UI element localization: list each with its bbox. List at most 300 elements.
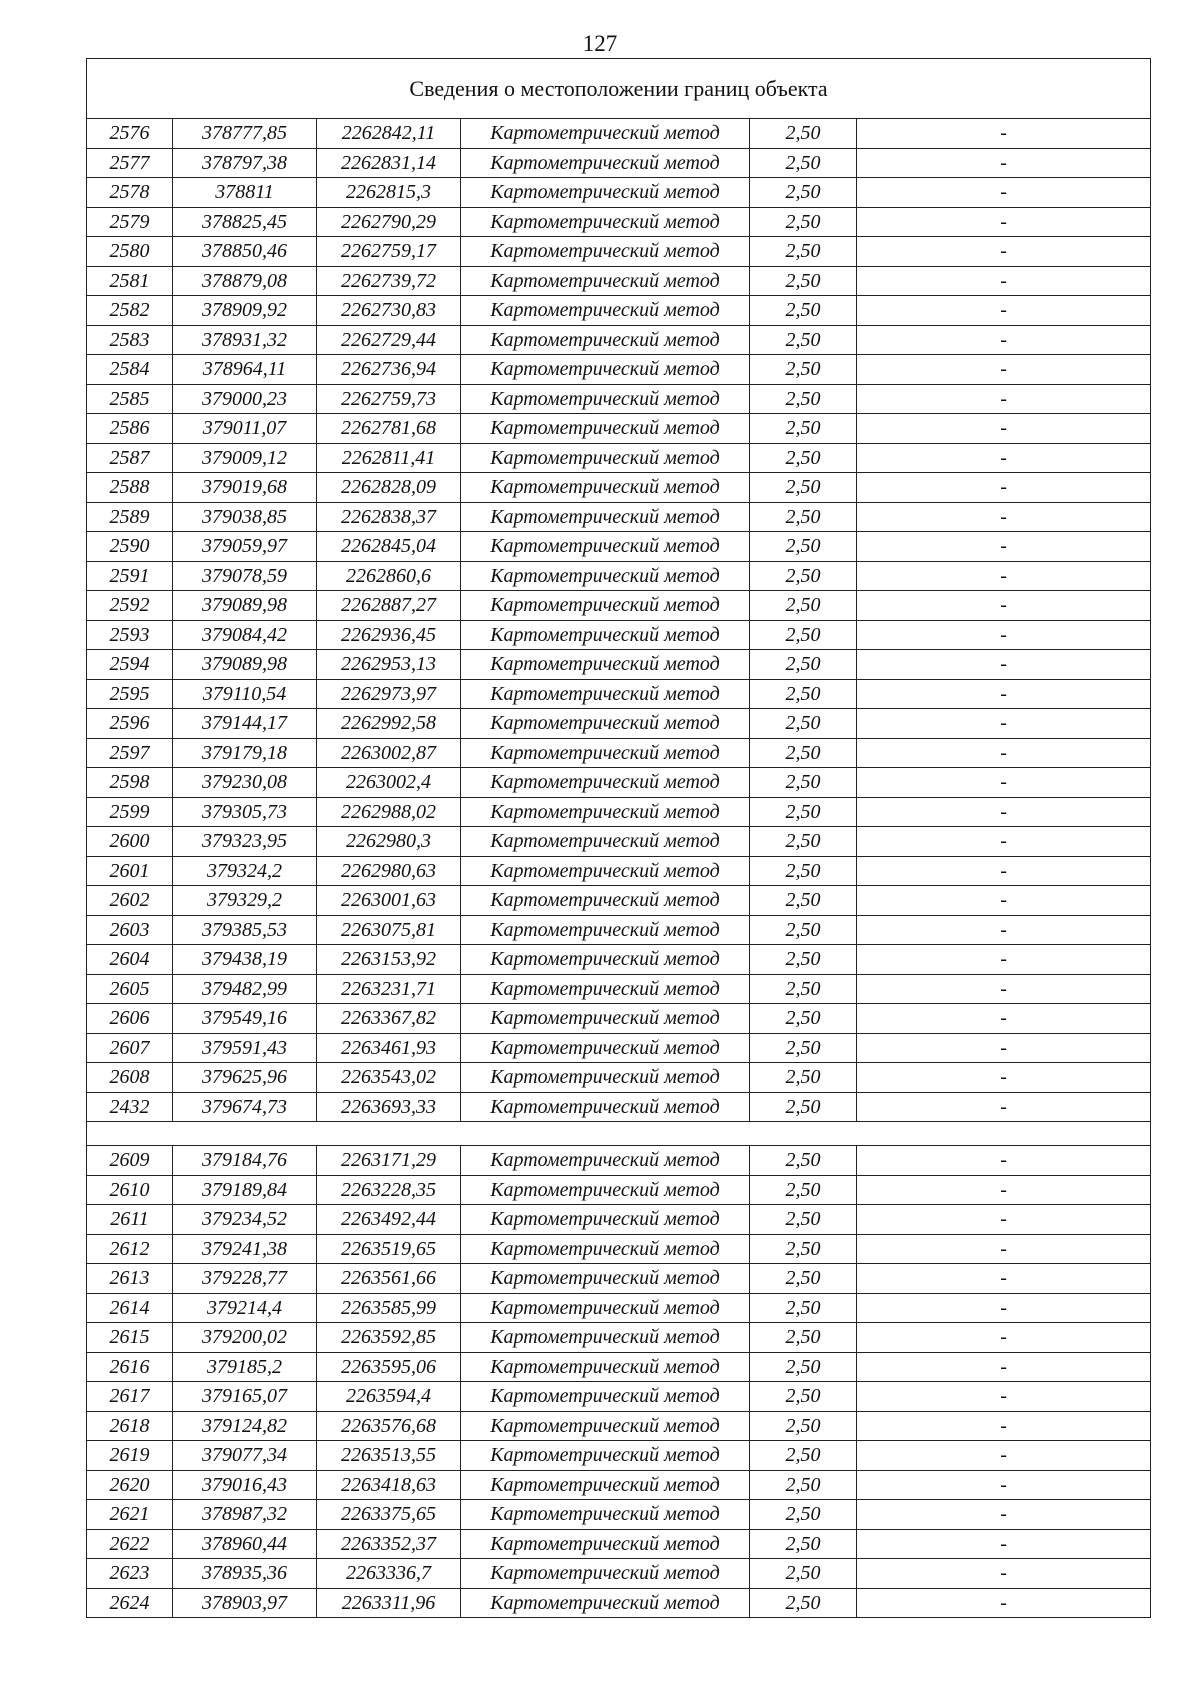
accuracy-cell: 2,50: [750, 915, 857, 945]
method-cell: Картометрический метод: [461, 1323, 750, 1353]
description-cell: -: [857, 827, 1151, 857]
table-row: [87, 856, 1151, 886]
x-coordinate-cell: 379185,2: [173, 1352, 317, 1382]
x-coordinate-cell: 379214,4: [173, 1293, 317, 1323]
accuracy-cell: 2,50: [750, 650, 857, 680]
accuracy-cell: 2,50: [750, 709, 857, 739]
point-number-cell: 2590: [87, 532, 173, 562]
y-coordinate-cell: 2263075,81: [317, 915, 461, 945]
y-coordinate-cell: 2262860,6: [317, 561, 461, 591]
point-number-cell: 2584: [87, 355, 173, 385]
point-number-cell: 2580: [87, 237, 173, 267]
y-coordinate-cell: 2263231,71: [317, 974, 461, 1004]
method-cell: Картометрический метод: [461, 591, 750, 621]
accuracy-cell: 2,50: [750, 119, 857, 149]
x-coordinate-cell: 379089,98: [173, 650, 317, 680]
accuracy-cell: 2,50: [750, 1063, 857, 1093]
description-cell: -: [857, 650, 1151, 680]
point-number-cell: 2432: [87, 1092, 173, 1122]
description-cell: -: [857, 1411, 1151, 1441]
method-cell: Картометрический метод: [461, 886, 750, 916]
y-coordinate-cell: 2262845,04: [317, 532, 461, 562]
description-cell: -: [857, 1234, 1151, 1264]
y-coordinate-cell: 2262980,3: [317, 827, 461, 857]
table-row: [87, 886, 1151, 916]
table-row: [87, 443, 1151, 473]
description-cell: -: [857, 414, 1151, 444]
method-cell: Картометрический метод: [461, 532, 750, 562]
accuracy-cell: 2,50: [750, 1033, 857, 1063]
description-cell: -: [857, 1063, 1151, 1093]
y-coordinate-cell: 2263513,55: [317, 1441, 461, 1471]
point-number-cell: 2619: [87, 1441, 173, 1471]
x-coordinate-cell: 379305,73: [173, 797, 317, 827]
point-number-cell: 2608: [87, 1063, 173, 1093]
point-number-cell: 2577: [87, 148, 173, 178]
point-number-cell: 2599: [87, 797, 173, 827]
y-coordinate-cell: 2263543,02: [317, 1063, 461, 1093]
accuracy-cell: 2,50: [750, 768, 857, 798]
description-cell: -: [857, 1382, 1151, 1412]
description-cell: -: [857, 207, 1151, 237]
point-number-cell: 2603: [87, 915, 173, 945]
y-coordinate-cell: 2263367,82: [317, 1004, 461, 1034]
table-row: [87, 1234, 1151, 1264]
table-row: [87, 266, 1151, 296]
x-coordinate-cell: 379110,54: [173, 679, 317, 709]
x-coordinate-cell: 379591,43: [173, 1033, 317, 1063]
accuracy-cell: 2,50: [750, 1004, 857, 1034]
y-coordinate-cell: 2263375,65: [317, 1500, 461, 1530]
accuracy-cell: 2,50: [750, 443, 857, 473]
table-body: [87, 59, 1151, 1618]
point-number-cell: 2615: [87, 1323, 173, 1353]
method-cell: Картометрический метод: [461, 797, 750, 827]
description-cell: -: [857, 856, 1151, 886]
description-cell: -: [857, 1033, 1151, 1063]
accuracy-cell: 2,50: [750, 1146, 857, 1176]
x-coordinate-cell: 379011,07: [173, 414, 317, 444]
x-coordinate-cell: 379077,34: [173, 1441, 317, 1471]
x-coordinate-cell: 379200,02: [173, 1323, 317, 1353]
x-coordinate-cell: 378964,11: [173, 355, 317, 385]
point-number-cell: 2621: [87, 1500, 173, 1530]
table-row: [87, 1264, 1151, 1294]
x-coordinate-cell: 378825,45: [173, 207, 317, 237]
y-coordinate-cell: 2262838,37: [317, 502, 461, 532]
y-coordinate-cell: 2262811,41: [317, 443, 461, 473]
description-cell: -: [857, 502, 1151, 532]
accuracy-cell: 2,50: [750, 1411, 857, 1441]
x-coordinate-cell: 379482,99: [173, 974, 317, 1004]
method-cell: Картометрический метод: [461, 827, 750, 857]
table-row: [87, 384, 1151, 414]
description-cell: -: [857, 709, 1151, 739]
point-number-cell: 2620: [87, 1470, 173, 1500]
point-number-cell: 2597: [87, 738, 173, 768]
x-coordinate-cell: 379009,12: [173, 443, 317, 473]
method-cell: Картометрический метод: [461, 237, 750, 267]
description-cell: -: [857, 266, 1151, 296]
point-number-cell: 2583: [87, 325, 173, 355]
point-number-cell: 2581: [87, 266, 173, 296]
method-cell: Картометрический метод: [461, 1441, 750, 1471]
point-number-cell: 2613: [87, 1264, 173, 1294]
point-number-cell: 2593: [87, 620, 173, 650]
accuracy-cell: 2,50: [750, 1175, 857, 1205]
y-coordinate-cell: 2262887,27: [317, 591, 461, 621]
y-coordinate-cell: 2263336,7: [317, 1559, 461, 1589]
method-cell: Картометрический метод: [461, 207, 750, 237]
table-row: [87, 1004, 1151, 1034]
x-coordinate-cell: 379059,97: [173, 532, 317, 562]
method-cell: Картометрический метод: [461, 856, 750, 886]
point-number-cell: 2586: [87, 414, 173, 444]
x-coordinate-cell: 379184,76: [173, 1146, 317, 1176]
y-coordinate-cell: 2263519,65: [317, 1234, 461, 1264]
method-cell: Картометрический метод: [461, 355, 750, 385]
x-coordinate-cell: 378909,92: [173, 296, 317, 326]
description-cell: -: [857, 886, 1151, 916]
x-coordinate-cell: 378903,97: [173, 1588, 317, 1618]
y-coordinate-cell: 2263171,29: [317, 1146, 461, 1176]
accuracy-cell: 2,50: [750, 414, 857, 444]
y-coordinate-cell: 2262980,63: [317, 856, 461, 886]
description-cell: -: [857, 1323, 1151, 1353]
method-cell: Картометрический метод: [461, 1264, 750, 1294]
point-number-cell: 2598: [87, 768, 173, 798]
table-row: [87, 1146, 1151, 1176]
method-cell: Картометрический метод: [461, 1175, 750, 1205]
y-coordinate-cell: 2263461,93: [317, 1033, 461, 1063]
table-title: Сведения о местоположении границ объекта: [87, 59, 1151, 119]
method-cell: Картометрический метод: [461, 266, 750, 296]
y-coordinate-cell: 2262992,58: [317, 709, 461, 739]
description-cell: -: [857, 532, 1151, 562]
table-row: [87, 1382, 1151, 1412]
accuracy-cell: 2,50: [750, 620, 857, 650]
y-coordinate-cell: 2262815,3: [317, 178, 461, 208]
accuracy-cell: 2,50: [750, 1500, 857, 1530]
table-row: [87, 827, 1151, 857]
accuracy-cell: 2,50: [750, 1264, 857, 1294]
table-row: [87, 532, 1151, 562]
x-coordinate-cell: 379385,53: [173, 915, 317, 945]
contour-separator-cell: [87, 1122, 1151, 1146]
accuracy-cell: 2,50: [750, 1588, 857, 1618]
description-cell: -: [857, 679, 1151, 709]
method-cell: Картометрический метод: [461, 1063, 750, 1093]
accuracy-cell: 2,50: [750, 207, 857, 237]
table-row: [87, 1033, 1151, 1063]
method-cell: Картометрический метод: [461, 915, 750, 945]
accuracy-cell: 2,50: [750, 1092, 857, 1122]
y-coordinate-cell: 2263002,4: [317, 768, 461, 798]
y-coordinate-cell: 2263418,63: [317, 1470, 461, 1500]
x-coordinate-cell: 378987,32: [173, 1500, 317, 1530]
y-coordinate-cell: 2263595,06: [317, 1352, 461, 1382]
table-row: [87, 1293, 1151, 1323]
y-coordinate-cell: 2263002,87: [317, 738, 461, 768]
point-number-cell: 2587: [87, 443, 173, 473]
table-row: [87, 620, 1151, 650]
accuracy-cell: 2,50: [750, 266, 857, 296]
point-number-cell: 2606: [87, 1004, 173, 1034]
table-row: [87, 473, 1151, 503]
method-cell: Картометрический метод: [461, 414, 750, 444]
table-row: [87, 1529, 1151, 1559]
accuracy-cell: 2,50: [750, 974, 857, 1004]
table-row: [87, 1588, 1151, 1618]
accuracy-cell: 2,50: [750, 1234, 857, 1264]
y-coordinate-cell: 2263693,33: [317, 1092, 461, 1122]
accuracy-cell: 2,50: [750, 296, 857, 326]
x-coordinate-cell: 379329,2: [173, 886, 317, 916]
method-cell: Картометрический метод: [461, 738, 750, 768]
accuracy-cell: 2,50: [750, 945, 857, 975]
method-cell: Картометрический метод: [461, 561, 750, 591]
method-cell: Картометрический метод: [461, 148, 750, 178]
description-cell: -: [857, 148, 1151, 178]
y-coordinate-cell: 2263585,99: [317, 1293, 461, 1323]
point-number-cell: 2600: [87, 827, 173, 857]
description-cell: -: [857, 1146, 1151, 1176]
table-row: [87, 502, 1151, 532]
description-cell: -: [857, 561, 1151, 591]
x-coordinate-cell: 378797,38: [173, 148, 317, 178]
x-coordinate-cell: 378777,85: [173, 119, 317, 149]
y-coordinate-cell: 2263576,68: [317, 1411, 461, 1441]
page-number: 127: [582, 31, 618, 56]
table-row: [87, 1205, 1151, 1235]
description-cell: -: [857, 178, 1151, 208]
point-number-cell: 2601: [87, 856, 173, 886]
method-cell: Картометрический метод: [461, 1352, 750, 1382]
point-number-cell: 2611: [87, 1205, 173, 1235]
point-number-cell: 2610: [87, 1175, 173, 1205]
table-row: [87, 178, 1151, 208]
x-coordinate-cell: 379179,18: [173, 738, 317, 768]
method-cell: Картометрический метод: [461, 1411, 750, 1441]
point-number-cell: 2618: [87, 1411, 173, 1441]
table-row: [87, 355, 1151, 385]
method-cell: Картометрический метод: [461, 1033, 750, 1063]
method-cell: Картометрический метод: [461, 1092, 750, 1122]
accuracy-cell: 2,50: [750, 473, 857, 503]
method-cell: Картометрический метод: [461, 709, 750, 739]
x-coordinate-cell: 379000,23: [173, 384, 317, 414]
x-coordinate-cell: 379230,08: [173, 768, 317, 798]
y-coordinate-cell: 2262953,13: [317, 650, 461, 680]
x-coordinate-cell: 379189,84: [173, 1175, 317, 1205]
x-coordinate-cell: 378931,32: [173, 325, 317, 355]
table-row: [87, 738, 1151, 768]
description-cell: -: [857, 1529, 1151, 1559]
accuracy-cell: 2,50: [750, 237, 857, 267]
description-cell: -: [857, 1500, 1151, 1530]
method-cell: Картометрический метод: [461, 1382, 750, 1412]
point-number-cell: 2602: [87, 886, 173, 916]
y-coordinate-cell: 2262736,94: [317, 355, 461, 385]
description-cell: -: [857, 1264, 1151, 1294]
point-number-cell: 2605: [87, 974, 173, 1004]
x-coordinate-cell: 379241,38: [173, 1234, 317, 1264]
table-row: [87, 1470, 1151, 1500]
x-coordinate-cell: 378879,08: [173, 266, 317, 296]
point-number-cell: 2616: [87, 1352, 173, 1382]
table-title-row: [87, 59, 1151, 119]
point-number-cell: 2609: [87, 1146, 173, 1176]
x-coordinate-cell: 379324,2: [173, 856, 317, 886]
accuracy-cell: 2,50: [750, 532, 857, 562]
point-number-cell: 2582: [87, 296, 173, 326]
table-row: [87, 207, 1151, 237]
method-cell: Картометрический метод: [461, 473, 750, 503]
method-cell: Картометрический метод: [461, 443, 750, 473]
method-cell: Картометрический метод: [461, 1293, 750, 1323]
method-cell: Картометрический метод: [461, 325, 750, 355]
point-number-cell: 2585: [87, 384, 173, 414]
y-coordinate-cell: 2262739,72: [317, 266, 461, 296]
method-cell: Картометрический метод: [461, 1205, 750, 1235]
method-cell: Картометрический метод: [461, 384, 750, 414]
table-row: [87, 709, 1151, 739]
table-row: [87, 974, 1151, 1004]
point-number-cell: 2589: [87, 502, 173, 532]
description-cell: -: [857, 768, 1151, 798]
method-cell: Картометрический метод: [461, 502, 750, 532]
description-cell: -: [857, 797, 1151, 827]
y-coordinate-cell: 2262831,14: [317, 148, 461, 178]
x-coordinate-cell: 379625,96: [173, 1063, 317, 1093]
description-cell: -: [857, 237, 1151, 267]
description-cell: -: [857, 296, 1151, 326]
point-number-cell: 2576: [87, 119, 173, 149]
table-row: [87, 119, 1151, 149]
y-coordinate-cell: 2262790,29: [317, 207, 461, 237]
accuracy-cell: 2,50: [750, 679, 857, 709]
method-cell: Картометрический метод: [461, 1234, 750, 1264]
x-coordinate-cell: 379144,17: [173, 709, 317, 739]
contour-separator-row: [87, 1122, 1151, 1146]
accuracy-cell: 2,50: [750, 502, 857, 532]
point-number-cell: 2617: [87, 1382, 173, 1412]
method-cell: Картометрический метод: [461, 178, 750, 208]
accuracy-cell: 2,50: [750, 355, 857, 385]
point-number-cell: 2622: [87, 1529, 173, 1559]
method-cell: Картометрический метод: [461, 679, 750, 709]
accuracy-cell: 2,50: [750, 325, 857, 355]
x-coordinate-cell: 379165,07: [173, 1382, 317, 1412]
method-cell: Картометрический метод: [461, 1529, 750, 1559]
y-coordinate-cell: 2262842,11: [317, 119, 461, 149]
table-row: [87, 1500, 1151, 1530]
point-number-cell: 2607: [87, 1033, 173, 1063]
point-number-cell: 2623: [87, 1559, 173, 1589]
x-coordinate-cell: 379084,42: [173, 620, 317, 650]
y-coordinate-cell: 2263153,92: [317, 945, 461, 975]
method-cell: Картометрический метод: [461, 296, 750, 326]
y-coordinate-cell: 2262936,45: [317, 620, 461, 650]
accuracy-cell: 2,50: [750, 1382, 857, 1412]
accuracy-cell: 2,50: [750, 1529, 857, 1559]
description-cell: -: [857, 1175, 1151, 1205]
description-cell: -: [857, 355, 1151, 385]
table-row: [87, 414, 1151, 444]
table-row: [87, 325, 1151, 355]
point-number-cell: 2592: [87, 591, 173, 621]
y-coordinate-cell: 2263311,96: [317, 1588, 461, 1618]
x-coordinate-cell: 379038,85: [173, 502, 317, 532]
y-coordinate-cell: 2263492,44: [317, 1205, 461, 1235]
description-cell: -: [857, 738, 1151, 768]
table-row: [87, 561, 1151, 591]
description-cell: -: [857, 1559, 1151, 1589]
y-coordinate-cell: 2262729,44: [317, 325, 461, 355]
table-row: [87, 1063, 1151, 1093]
method-cell: Картометрический метод: [461, 1470, 750, 1500]
point-number-cell: 2591: [87, 561, 173, 591]
description-cell: -: [857, 915, 1151, 945]
description-cell: -: [857, 473, 1151, 503]
table-row: [87, 650, 1151, 680]
table-row: [87, 1559, 1151, 1589]
accuracy-cell: 2,50: [750, 178, 857, 208]
accuracy-cell: 2,50: [750, 384, 857, 414]
point-number-cell: 2578: [87, 178, 173, 208]
description-cell: -: [857, 591, 1151, 621]
table-row: [87, 1352, 1151, 1382]
point-number-cell: 2612: [87, 1234, 173, 1264]
method-cell: Картометрический метод: [461, 1500, 750, 1530]
x-coordinate-cell: 379234,52: [173, 1205, 317, 1235]
point-number-cell: 2588: [87, 473, 173, 503]
method-cell: Картометрический метод: [461, 974, 750, 1004]
accuracy-cell: 2,50: [750, 1323, 857, 1353]
x-coordinate-cell: 378850,46: [173, 237, 317, 267]
y-coordinate-cell: 2262973,97: [317, 679, 461, 709]
description-cell: -: [857, 1004, 1151, 1034]
accuracy-cell: 2,50: [750, 591, 857, 621]
table-row: [87, 1092, 1151, 1122]
accuracy-cell: 2,50: [750, 1470, 857, 1500]
y-coordinate-cell: 2262759,17: [317, 237, 461, 267]
accuracy-cell: 2,50: [750, 797, 857, 827]
point-number-cell: 2594: [87, 650, 173, 680]
table-row: [87, 1411, 1151, 1441]
accuracy-cell: 2,50: [750, 827, 857, 857]
point-number-cell: 2579: [87, 207, 173, 237]
method-cell: Картометрический метод: [461, 1588, 750, 1618]
x-coordinate-cell: 378935,36: [173, 1559, 317, 1589]
x-coordinate-cell: 378811: [173, 178, 317, 208]
description-cell: -: [857, 974, 1151, 1004]
method-cell: Картометрический метод: [461, 768, 750, 798]
table-row: [87, 768, 1151, 798]
method-cell: Картометрический метод: [461, 119, 750, 149]
y-coordinate-cell: 2263228,35: [317, 1175, 461, 1205]
description-cell: -: [857, 620, 1151, 650]
x-coordinate-cell: 379674,73: [173, 1092, 317, 1122]
y-coordinate-cell: 2262828,09: [317, 473, 461, 503]
table-row: [87, 679, 1151, 709]
x-coordinate-cell: 379019,68: [173, 473, 317, 503]
description-cell: -: [857, 325, 1151, 355]
description-cell: -: [857, 119, 1151, 149]
method-cell: Картометрический метод: [461, 650, 750, 680]
accuracy-cell: 2,50: [750, 1205, 857, 1235]
table-row: [87, 1441, 1151, 1471]
